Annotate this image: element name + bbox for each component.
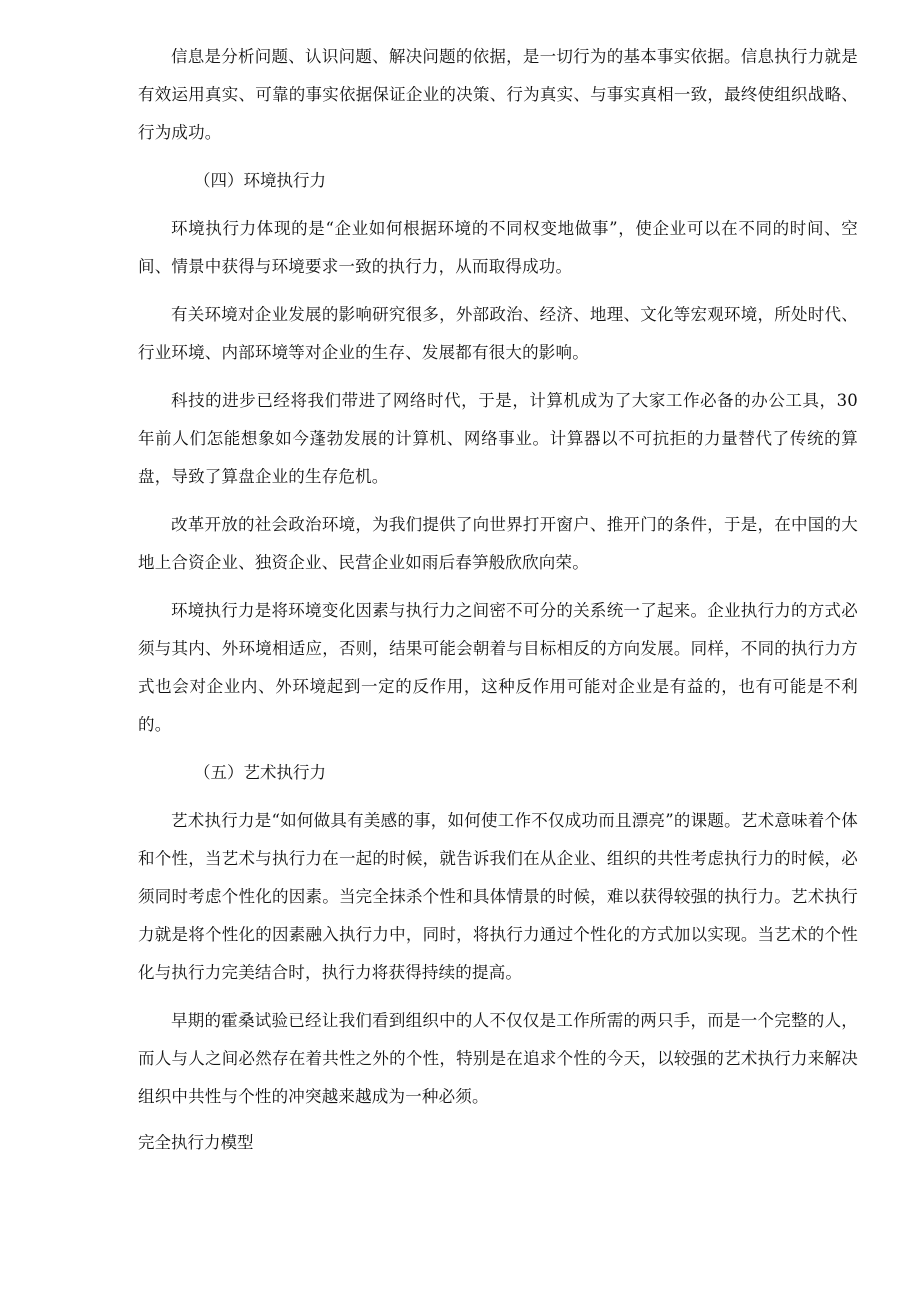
paragraph-art-2: 早期的霍桑试验已经让我们看到组织中的人不仅仅是工作所需的两只手，而是一个完整的人，而人与人之间必然存在着共性之外的个性，特别是在追求个性的今天，以较强的艺术执行力来解决组织中共性与个性的冲突越来越成为一种必须。 — [138, 1011, 858, 1106]
paragraph-art-1: 艺术执行力是“如何做具有美感的事，如何使工作不仅成功而且漂亮”的课题。艺术意味着个体和个性，当艺术与执行力在一起的时候，就告诉我们在从企业、组织的共性考虑执行力的时候，必须同时考虑个性化的因素。当完全抹杀个性和具体情景的时候，难以获得较强的执行力。艺术执行力就是将个性化的因素融入执行力中，同时，将执行力通过个性化的方式加以实现。当艺术的个性化与执行力完美结合时，执行力将获得持续的提高。 — [138, 811, 858, 982]
section-title-complete-execution-model: 完全执行力模型 — [138, 1133, 254, 1152]
heading-art-execution: （五）艺术执行力 — [194, 763, 326, 782]
paragraph-environment-3: 科技的进步已经将我们带进了网络时代，于是，计算机成为了大家工作必备的办公工具，30年前人们怎能想象如今蓬勃发展的计算机、网络事业。计算器以不可抗拒的力量替代了传统的算盘，导致了算盘企业的生存危机。 — [138, 391, 858, 486]
paragraph-information-execution: 信息是分析问题、认识问题、解决问题的依据，是一切行为的基本事实依据。信息执行力就是有效运用真实、可靠的事实依据保证企业的决策、行为真实、与事实真相一致，最终使组织战略、行为成功。 — [138, 47, 858, 142]
paragraph-environment-1: 环境执行力体现的是“企业如何根据环境的不同权变地做事”，使企业可以在不同的时间、空间、情景中获得与环境要求一致的执行力，从而取得成功。 — [138, 219, 858, 276]
section-title-wrapper — [138, 1124, 858, 1162]
paragraph-environment-2: 有关环境对企业发展的影响研究很多，外部政治、经济、地理、文化等宏观环境，所处时代、行业环境、内部环境等对企业的生存、发展都有很大的影响。 — [138, 305, 858, 362]
document-body — [138, 38, 858, 1126]
paragraph-environment-4: 改革开放的社会政治环境，为我们提供了向世界打开窗户、推开门的条件，于是，在中国的大地上合资企业、独资企业、民营企业如雨后春笋般欣欣向荣。 — [138, 515, 858, 572]
paragraph-environment-5: 环境执行力是将环境变化因素与执行力之间密不可分的关系统一了起来。企业执行力的方式必须与其内、外环境相适应，否则，结果可能会朝着与目标相反的方向发展。同样，不同的执行力方式也会对企业内、外环境起到一定的反作用，这种反作用可能对企业是有益的，也有可能是不利的。 — [138, 601, 858, 734]
heading-environment-execution: （四）环境执行力 — [194, 171, 326, 190]
